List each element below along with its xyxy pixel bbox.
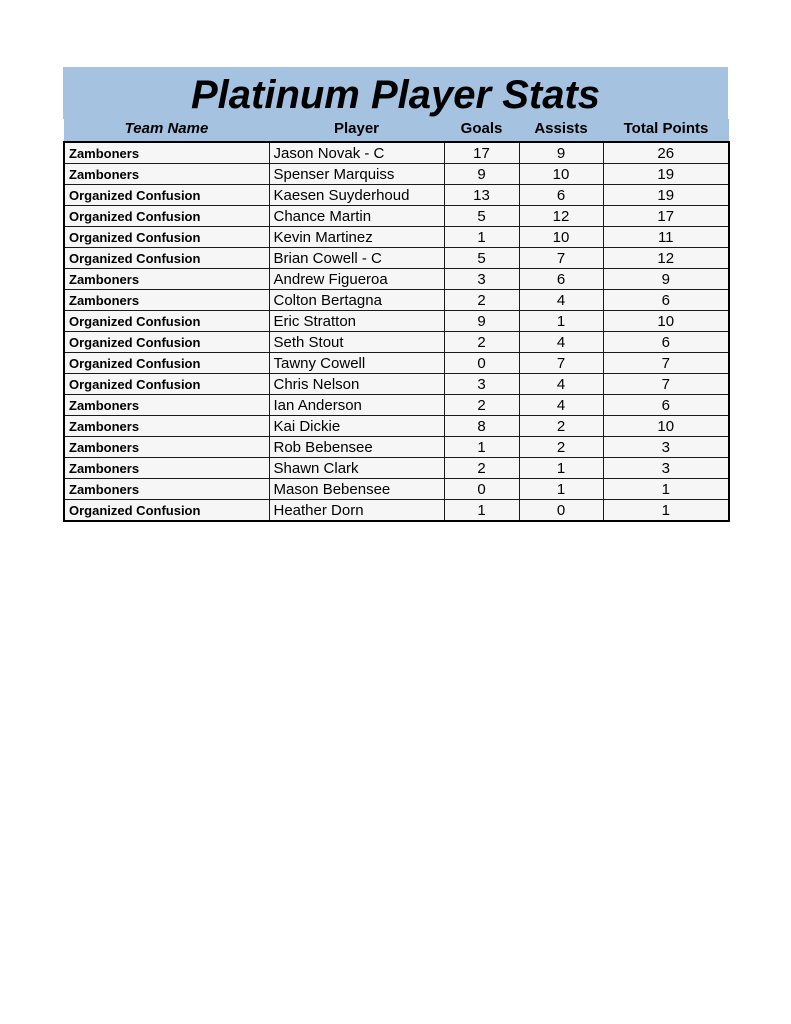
stats-table-body — [64, 142, 729, 521]
team-name-cell: Organized Confusion — [64, 206, 269, 227]
team-name-cell: Zamboners — [64, 479, 269, 500]
table-row — [64, 227, 729, 248]
table-row — [64, 248, 729, 269]
assists-cell: 10 — [519, 227, 603, 248]
team-name-cell: Zamboners — [64, 458, 269, 479]
total-points-cell: 3 — [603, 437, 729, 458]
goals-cell: 0 — [444, 353, 519, 374]
player-cell: Seth Stout — [269, 332, 444, 353]
player-cell: Colton Bertagna — [269, 290, 444, 311]
assists-cell: 6 — [519, 185, 603, 206]
stats-table-container — [63, 67, 728, 522]
assists-cell: 1 — [519, 458, 603, 479]
title-band — [63, 67, 728, 119]
assists-cell: 2 — [519, 416, 603, 437]
goals-cell: 1 — [444, 500, 519, 522]
team-name-cell: Organized Confusion — [64, 353, 269, 374]
column-header-team-name: Team Name — [64, 119, 269, 142]
goals-cell: 9 — [444, 311, 519, 332]
page-title: Platinum Player Stats — [190, 73, 601, 117]
goals-cell: 3 — [444, 374, 519, 395]
total-points-cell: 6 — [603, 290, 729, 311]
assists-cell: 7 — [519, 353, 603, 374]
table-row — [64, 290, 729, 311]
team-name-cell: Zamboners — [64, 437, 269, 458]
table-row — [64, 479, 729, 500]
team-name-cell: Zamboners — [64, 142, 269, 164]
player-cell: Kai Dickie — [269, 416, 444, 437]
assists-cell: 12 — [519, 206, 603, 227]
column-header-goals: Goals — [444, 119, 519, 142]
goals-cell: 5 — [444, 248, 519, 269]
goals-cell: 9 — [444, 164, 519, 185]
total-points-cell: 1 — [603, 479, 729, 500]
total-points-cell: 11 — [603, 227, 729, 248]
total-points-cell: 10 — [603, 311, 729, 332]
goals-cell: 5 — [444, 206, 519, 227]
table-row — [64, 142, 729, 164]
total-points-cell: 6 — [603, 332, 729, 353]
team-name-cell: Organized Confusion — [64, 332, 269, 353]
team-name-cell: Organized Confusion — [64, 311, 269, 332]
player-cell: Tawny Cowell — [269, 353, 444, 374]
table-row — [64, 416, 729, 437]
total-points-cell: 7 — [603, 374, 729, 395]
player-cell: Kaesen Suyderhoud — [269, 185, 444, 206]
table-row — [64, 332, 729, 353]
player-cell: Jason Novak - C — [269, 142, 444, 164]
column-header-total-points: Total Points — [603, 119, 729, 142]
assists-cell: 4 — [519, 374, 603, 395]
total-points-cell: 6 — [603, 395, 729, 416]
table-row — [64, 269, 729, 290]
table-row — [64, 185, 729, 206]
goals-cell: 1 — [444, 437, 519, 458]
goals-cell: 8 — [444, 416, 519, 437]
player-cell: Chris Nelson — [269, 374, 444, 395]
assists-cell: 6 — [519, 269, 603, 290]
team-name-cell: Organized Confusion — [64, 248, 269, 269]
table-header — [64, 119, 729, 142]
column-header-assists: Assists — [519, 119, 603, 142]
goals-cell: 0 — [444, 479, 519, 500]
assists-cell: 7 — [519, 248, 603, 269]
player-cell: Brian Cowell - C — [269, 248, 444, 269]
assists-cell: 2 — [519, 437, 603, 458]
player-cell: Ian Anderson — [269, 395, 444, 416]
team-name-cell: Zamboners — [64, 416, 269, 437]
goals-cell: 2 — [444, 458, 519, 479]
assists-cell: 1 — [519, 479, 603, 500]
goals-cell: 2 — [444, 395, 519, 416]
header-row — [64, 119, 729, 142]
assists-cell: 1 — [519, 311, 603, 332]
goals-cell: 2 — [444, 332, 519, 353]
goals-cell: 2 — [444, 290, 519, 311]
player-cell: Heather Dorn — [269, 500, 444, 522]
table-row — [64, 206, 729, 227]
total-points-cell: 26 — [603, 142, 729, 164]
player-cell: Andrew Figueroa — [269, 269, 444, 290]
player-cell: Eric Stratton — [269, 311, 444, 332]
assists-cell: 10 — [519, 164, 603, 185]
team-name-cell: Organized Confusion — [64, 185, 269, 206]
player-cell: Chance Martin — [269, 206, 444, 227]
table-row — [64, 395, 729, 416]
team-name-cell: Zamboners — [64, 269, 269, 290]
column-header-player: Player — [269, 119, 444, 142]
assists-cell: 4 — [519, 332, 603, 353]
table-row — [64, 311, 729, 332]
team-name-cell: Organized Confusion — [64, 374, 269, 395]
goals-cell: 1 — [444, 227, 519, 248]
total-points-cell: 1 — [603, 500, 729, 522]
team-name-cell: Zamboners — [64, 164, 269, 185]
table-row — [64, 353, 729, 374]
table-row — [64, 374, 729, 395]
team-name-cell: Zamboners — [64, 395, 269, 416]
total-points-cell: 17 — [603, 206, 729, 227]
goals-cell: 13 — [444, 185, 519, 206]
total-points-cell: 7 — [603, 353, 729, 374]
table-row — [64, 437, 729, 458]
total-points-cell: 10 — [603, 416, 729, 437]
team-name-cell: Organized Confusion — [64, 227, 269, 248]
player-cell: Kevin Martinez — [269, 227, 444, 248]
player-cell: Rob Bebensee — [269, 437, 444, 458]
player-stats-table — [63, 119, 730, 522]
table-row — [64, 500, 729, 522]
total-points-cell: 12 — [603, 248, 729, 269]
player-cell: Mason Bebensee — [269, 479, 444, 500]
goals-cell: 17 — [444, 142, 519, 164]
total-points-cell: 19 — [603, 185, 729, 206]
table-row — [64, 458, 729, 479]
team-name-cell: Organized Confusion — [64, 500, 269, 522]
assists-cell: 0 — [519, 500, 603, 522]
team-name-cell: Zamboners — [64, 290, 269, 311]
assists-cell: 4 — [519, 290, 603, 311]
player-cell: Spenser Marquiss — [269, 164, 444, 185]
goals-cell: 3 — [444, 269, 519, 290]
total-points-cell: 19 — [603, 164, 729, 185]
total-points-cell: 3 — [603, 458, 729, 479]
player-cell: Shawn Clark — [269, 458, 444, 479]
assists-cell: 9 — [519, 142, 603, 164]
total-points-cell: 9 — [603, 269, 729, 290]
table-row — [64, 164, 729, 185]
assists-cell: 4 — [519, 395, 603, 416]
